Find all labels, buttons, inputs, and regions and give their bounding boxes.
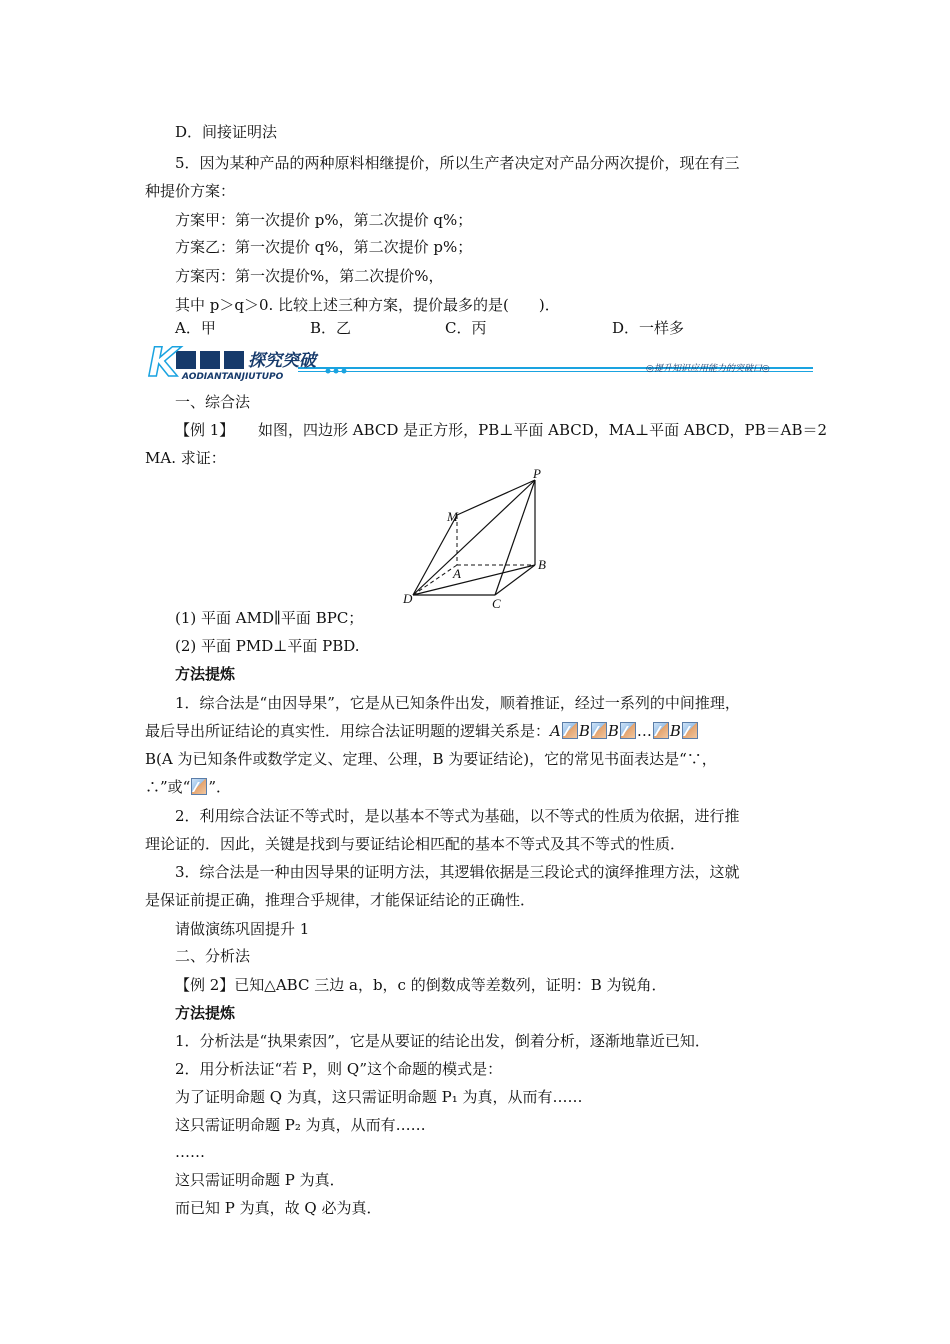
- plan-bing: 方案丙：第一次提价%，第二次提价%，: [175, 267, 444, 285]
- method-heading-1: 方法提炼: [175, 665, 236, 683]
- method-2-ellipsis: ……: [175, 1143, 205, 1161]
- label-C: C: [492, 596, 501, 611]
- section-heading-analysis: 二、分析法: [175, 947, 251, 965]
- option-a: A．甲: [175, 319, 216, 337]
- method-2-conclusion: 而已知 P 为真，故 Q 必为真．: [175, 1199, 382, 1217]
- chain-Bn: B: [669, 722, 681, 740]
- practice-note-1: 请做演练巩固提升 1: [175, 920, 310, 938]
- question-5-ask: 其中 p＞q＞0. 比较上述三种方案，提价最多的是( )．: [175, 296, 560, 314]
- option-b: B．乙: [310, 319, 352, 337]
- example-1-text: 如图，四边形 ABCD 是正方形，PB⊥平面 ABCD，MA⊥平面 ABCD，PB＝AB＝2: [258, 421, 828, 439]
- method-1-p3: 3．综合法是一种由因导果的证明方法，其逻辑依据是三段论式的演绎推理方法，这就: [175, 863, 740, 881]
- option-d: D．一样多: [612, 319, 685, 337]
- edge-DM: [413, 515, 457, 595]
- method-2-step3: 这只需证明命题 P 为真．: [175, 1171, 345, 1189]
- label-D: D: [403, 591, 413, 606]
- label-B: B: [538, 557, 546, 572]
- therefore-text: ∴”或“: [145, 778, 191, 796]
- example-1-text-2: MA. 求证：: [145, 449, 226, 467]
- arrow-image-icon: [682, 722, 698, 739]
- method-1-p1d: [145, 777, 231, 797]
- example-2: 【例 2】已知△ABC 三边 a，b，c 的倒数成等差数列，证明：B 为锐角．: [175, 976, 667, 994]
- method-2-p2: 2．用分析法证“若 P，则 Q”这个命题的模式是：: [175, 1060, 503, 1078]
- plan-jia: 方案甲：第一次提价 p%，第二次提价 q%；: [175, 211, 473, 229]
- edge-MP: [457, 480, 535, 515]
- section-heading-synthesis: 一、综合法: [175, 393, 251, 411]
- edge-CP: [495, 480, 535, 595]
- method-heading-2: 方法提炼: [175, 1004, 236, 1022]
- method-1-p1b-text: 最后导出所证结论的真实性．用综合法证明题的逻辑关系是：: [145, 722, 551, 740]
- arrow-image-icon: [591, 722, 607, 739]
- therefore-end: ”．: [208, 778, 232, 796]
- method-1-p1: 1．综合法是“由因导果”，它是从已知条件出发，顺着推证，经过一系列的中间推理，: [175, 694, 740, 712]
- method-2-p1: 1．分析法是“执果索因”，它是从要证的结论出发，倒着分析，逐渐地靠近已知．: [175, 1032, 710, 1050]
- question-5-line2: 种提价方案：: [145, 182, 236, 200]
- edge-DB: [413, 565, 535, 595]
- question-5-line1: 5．因为某种产品的两种原料相继提价，所以生产者决定对产品分两次提价，现在有三: [175, 154, 740, 172]
- chain-B1: B: [578, 722, 590, 740]
- label-P: P: [533, 466, 541, 481]
- arrow-image-icon: [191, 778, 207, 795]
- option-d-prev: D．间接证明法: [175, 123, 278, 141]
- chain-ellipsis: …: [636, 722, 652, 740]
- banner-letter: K: [148, 340, 179, 386]
- method-1-p1c: B(A 为已知条件或数学定义、定理、公理，B 为要证结论)，它的常见书面表达是“∵，: [145, 750, 717, 768]
- pyramid-figure: [395, 465, 555, 615]
- arrow-image-icon: [620, 722, 636, 739]
- banner-title: 探究突破: [248, 351, 316, 371]
- label-A: A: [453, 566, 461, 581]
- option-c: C．丙: [445, 319, 487, 337]
- proof-item-1: (1) 平面 AMD∥平面 BPC；: [175, 609, 364, 627]
- banner-pinyin: AODIANTANJIUTUPO: [182, 372, 284, 382]
- method-2-step1: 为了证明命题 Q 为真，这只需证明命题 P₁ 为真，从而有……: [175, 1088, 583, 1106]
- arrow-image-icon: [562, 722, 578, 739]
- chain-B2: B: [607, 722, 619, 740]
- method-1-p1b: [145, 721, 699, 741]
- plan-yi: 方案乙：第一次提价 q%，第二次提价 p%；: [175, 238, 473, 256]
- edge-DA: [413, 565, 457, 595]
- method-1-p2b: 理论证的．因此，关键是找到与要证结论相匹配的基本不等式及其不等式的性质．: [145, 835, 686, 853]
- chain-A: A: [550, 722, 561, 740]
- arrow-image-icon: [653, 722, 669, 739]
- section-banner: [148, 340, 818, 386]
- method-1-p2: 2．利用综合法证不等式时，是以基本不等式为基础，以不等式的性质为依据，进行推: [175, 807, 740, 825]
- example-1-tag: 【例 1】: [175, 421, 235, 439]
- proof-item-2: (2) 平面 PMD⊥平面 PBD.: [175, 637, 360, 655]
- method-2-step2: 这只需证明命题 P₂ 为真，从而有……: [175, 1116, 426, 1134]
- edge-DP: [413, 480, 535, 595]
- banner-slogan: ◎提升知识应用能力的突破口◎: [646, 364, 770, 374]
- label-M: M: [447, 509, 458, 524]
- method-1-p3b: 是保证前提正确，推理合乎规律，才能保证结论的正确性．: [145, 891, 536, 909]
